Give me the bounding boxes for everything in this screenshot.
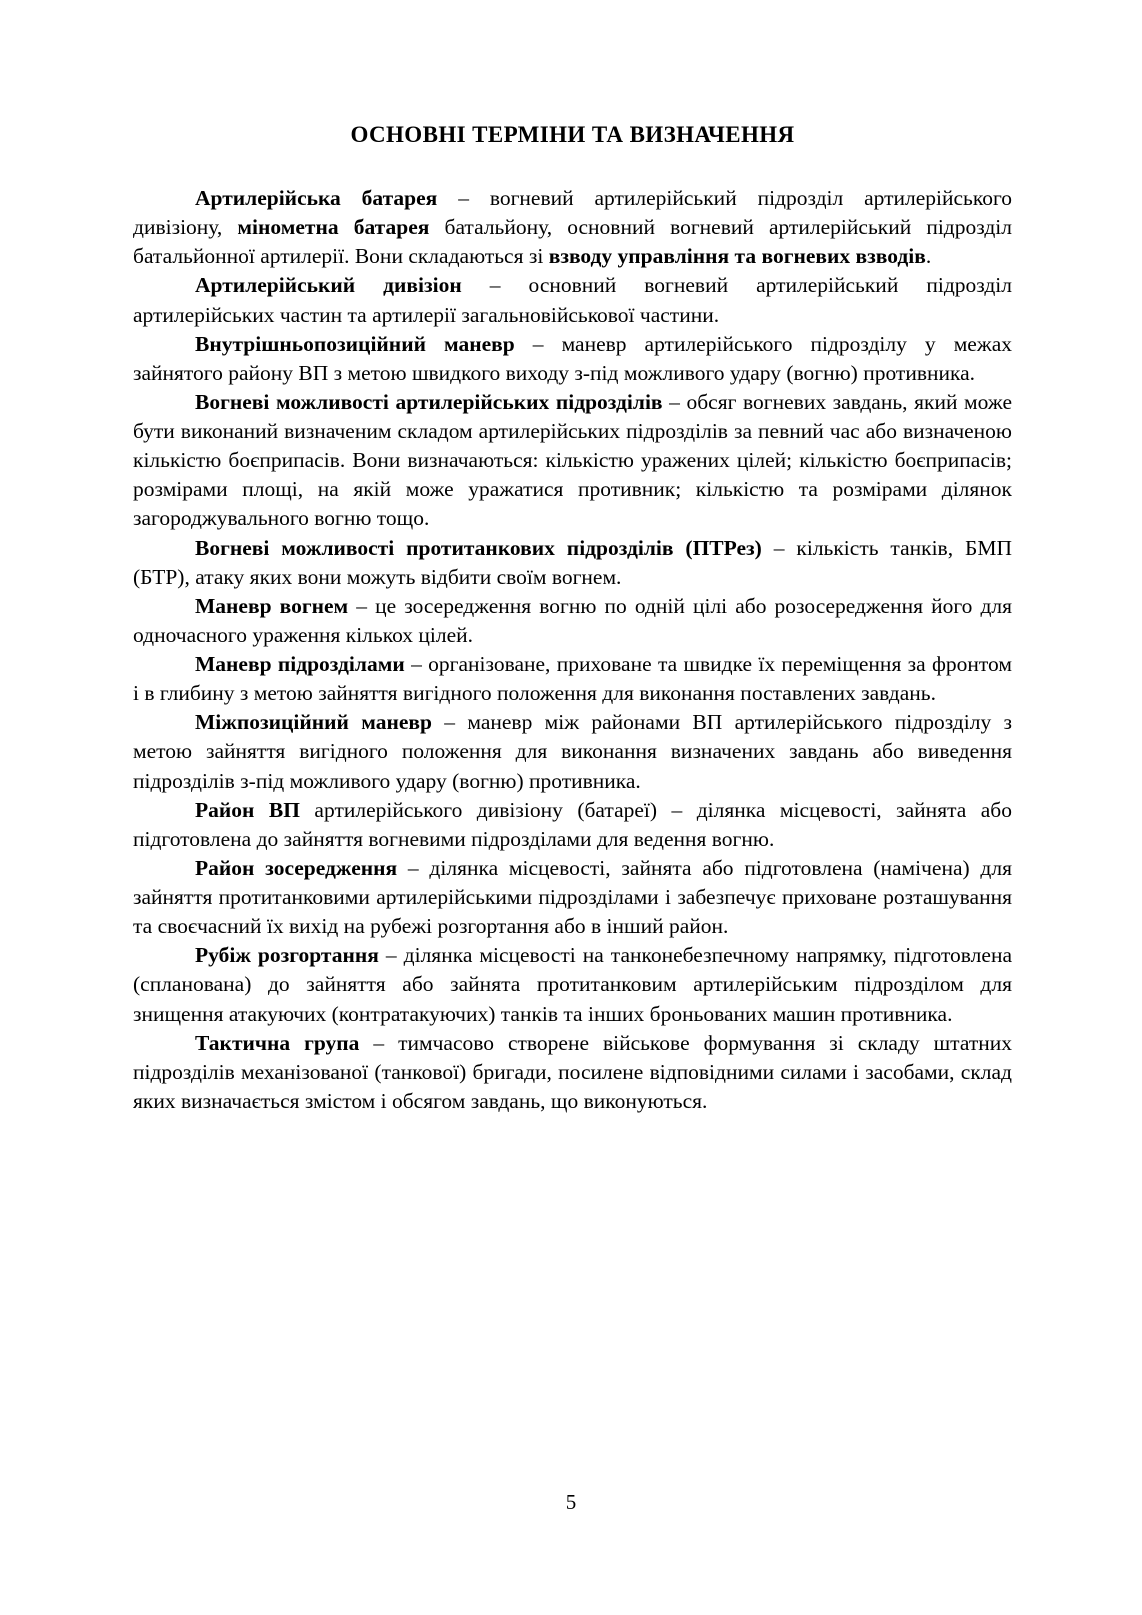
term: Маневр вогнем: [195, 593, 349, 618]
term: Рубіж розгортання: [195, 943, 379, 968]
definition-text: – ділянка місцевості, зайнята або підготовлена (намічена) для зайняття протитанковими артилерійськими підрозділами і забезпечує приховане розташування та своєчасний їх вихід на рубежі розгортання або в інший район.: [133, 855, 1012, 939]
definition-text: – маневр артилерійського підрозділу у межах зайнятого району ВП з метою швидкого виходу з-під можливого удару (вогню) противника.: [133, 331, 1012, 385]
paragraph: [133, 796, 1012, 854]
paragraph: [133, 330, 1012, 388]
definition-text: – це зосередження вогню по одній цілі або розосередження його для одночасного ураження кількох цілей.: [133, 593, 1013, 647]
paragraph: [133, 184, 1012, 271]
definition-text: – кількість танків, БМП (БТР), атаку яких вони можуть відбити своїм вогнем.: [133, 535, 1012, 589]
definition-text: – маневр між районами ВП артилерійського підрозділу з метою зайняття вигідного положення для виконання визначених завдань або виведення підрозділів з-під можливого удару (вогню) противника.: [133, 710, 1012, 793]
term: Міжпозиційний маневр: [195, 710, 432, 735]
definition-text: – обсяг вогневих завдань, який може бути виконаний визначеним складом артилерійських підрозділів за певний час або визначеною кількістю боєприпасів. Вони визначаються: кількістю уражених цілей; кількістю боєприпасів; розмірами площі, на якій може уражатися противник; кількістю та розмірами ділянок загороджувального вогню тощо.: [133, 389, 1012, 531]
paragraph: [133, 592, 1012, 650]
paragraph: [133, 271, 1012, 329]
paragraph: [133, 941, 1012, 1028]
page-number: 5: [565, 1490, 577, 1514]
term: Тактична група: [195, 1030, 360, 1055]
term: Район ВП: [195, 797, 300, 822]
definition-text: – тимчасово створене військове формування зі складу штатних підрозділів механізованої (танкової) бригади, посилене відповідними силами і засобами, склад яких визначається змістом і обсягом завдань, що виконуються.: [133, 1030, 1012, 1113]
definition-text: – основний вогневий артилерійський підрозділ артилерійських частин та артилерії загальновійськової частини.: [133, 273, 1012, 327]
term: мінометна батарея: [237, 215, 430, 240]
term: Вогневі можливості артилерійських підрозділів: [195, 389, 663, 414]
term: Внутрішньопозиційний маневр: [195, 331, 515, 356]
page-title: ОСНОВНІ ТЕРМІНИ ТА ВИЗНАЧЕННЯ: [350, 122, 795, 147]
definition-text: – ділянка місцевості на танконебезпечному напрямку, підготовлена (спланована) до зайняття або зайнята протитанковим артилерійським підрозділом для знищення атакуючих (контратакуючих) танків та інших броньованих машин противника.: [133, 943, 1012, 1026]
paragraph: [133, 1029, 1012, 1116]
paragraph: [133, 708, 1012, 795]
definition-text: артилерійського дивізіону (батареї) – ділянка місцевості, зайнята або підготовлена до зайняття вогневими підрозділами для ведення вогню.: [133, 797, 1012, 851]
document-body: [133, 184, 1012, 1116]
term: Маневр підрозділами: [195, 652, 405, 676]
paragraph: [133, 534, 1012, 592]
paragraph: [133, 854, 1012, 941]
term: Артилерійська батарея: [195, 186, 438, 210]
term: Район зосередження: [195, 855, 398, 880]
paragraph: [133, 388, 1012, 534]
term: Артилерійський дивізіон: [195, 273, 462, 298]
paragraph: [133, 650, 1012, 708]
definition-text: батальйону, основний вогневий артилерійський підрозділ батальйонної артилерії. Вони складаються зі: [133, 215, 1012, 269]
definition-text: – організоване, приховане та швидке їх переміщення за фронтом і в глибину з метою зайняття вигідного положення для виконання поставлених завдань.: [133, 652, 1012, 706]
term: Вогневі можливості протитанкових підрозділів (ПТРез): [195, 535, 762, 560]
term: взводу управління та вогневих взводів: [548, 244, 926, 269]
definition-text: – вогневий артилерійський підрозділ артилерійського дивізіону,: [133, 186, 1013, 240]
definition-text: .: [925, 244, 932, 269]
